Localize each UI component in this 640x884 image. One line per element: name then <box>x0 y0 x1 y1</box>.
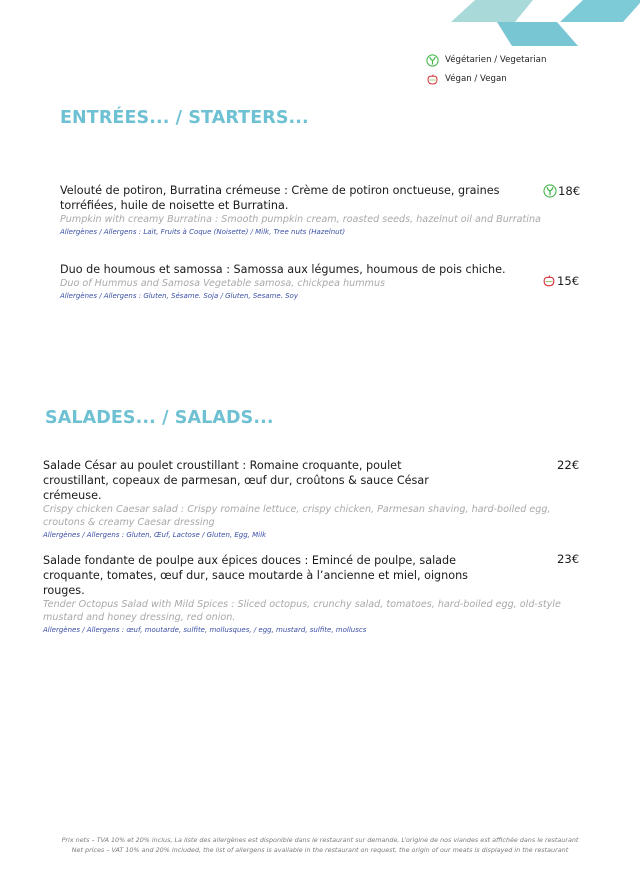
menu-item <box>43 458 573 540</box>
item-price <box>542 274 579 288</box>
menu-item <box>60 183 590 237</box>
item-price <box>557 458 579 472</box>
footer-line-en: Net prices – VAT 10% and 20% included, the list of allergens is available in the restaurant on request, the origin of our meats is displayed in the restaurant <box>71 846 569 854</box>
item-allergens: Allergènes / Allergens : Gluten, Sésame. Soja / Gluten, Sesame. Soy <box>60 292 298 300</box>
section-title-salads: SALADES... / SALADS... <box>45 408 274 428</box>
vegan-icon <box>542 274 556 288</box>
item-price <box>557 552 579 566</box>
item-description-en: Tender Octopus Salad with Mild Spices : Sliced octopus, crunchy salad, tomatoes, hard-boiled egg, old-style mustard and honey dressing, red onion. <box>43 599 561 623</box>
item-allergens: Allergènes / Allergens : Gluten, Œuf, Lactose / Gluten, Egg, Milk <box>43 531 267 539</box>
legend-label: Végétarien / Vegetarian <box>445 55 547 65</box>
item-description-fr: Salade fondante de poulpe aux épices douces : Emincé de poulpe, salade croquante, tomates, œuf dur, sauce moutarde à l’ancienne et miel, oignons rouges. <box>43 554 469 597</box>
price-value: 22€ <box>557 458 580 472</box>
price-value: 18€ <box>558 184 581 198</box>
menu-item <box>43 553 573 635</box>
price-value: 15€ <box>557 274 580 288</box>
vegan-icon <box>426 73 439 86</box>
item-allergens: Allergènes / Allergens : Lait, Fruits à Coque (Noisette) / Milk, Tree nuts (Hazelnut) <box>60 228 346 236</box>
diet-legend <box>426 53 546 91</box>
legend-item-vegan <box>426 72 546 86</box>
header-decorative-banner <box>0 0 640 50</box>
item-description-en: Duo of Hummus and Samosa Vegetable samosa, chickpea hummus <box>60 278 386 289</box>
menu-item <box>60 262 590 301</box>
vegetarian-icon <box>543 184 557 198</box>
section-title-starters: ENTRÉES... / STARTERS... <box>60 108 309 128</box>
item-allergens: Allergènes / Allergens : œuf, moutarde, sulfite, mollusques, / egg, mustard, sulfite, molluscs <box>43 626 367 634</box>
item-description-fr: Velouté de potiron, Burratina crémeuse : Crème de potiron onctueuse, graines torréfiées, huile de noisette et Burratina. <box>60 184 500 212</box>
banner-shape-light <box>451 0 533 22</box>
price-value: 23€ <box>557 552 580 566</box>
banner-shape-right <box>560 0 640 22</box>
footer-line-fr: Prix nets – TVA 10% et 20% inclus, La liste des allergènes est disponible dans le restaurant sur demande, L’origine de nos viandes est affichée dans le restaurant <box>61 836 579 844</box>
legend-label: Végan / Vegan <box>445 74 507 84</box>
legend-item-vegetarian <box>426 53 546 67</box>
item-description-en: Crispy chicken Caesar salad : Crispy romaine lettuce, crispy chicken, Parmesan shaving, hard-boiled egg, croutons & creamy Caesar dressing <box>43 504 551 528</box>
item-description-fr: Duo de houmous et samossa : Samossa aux légumes, houmous de pois chiche. <box>60 263 506 276</box>
footer-note <box>0 835 640 855</box>
item-description-fr: Salade César au poulet croustillant : Romaine croquante, poulet croustillant, copeaux de parmesan, œuf dur, croûtons & sauce César crémeuse. <box>43 459 429 502</box>
vegetarian-icon <box>426 54 439 67</box>
item-description-en: Pumpkin with creamy Burratina : Smooth pumpkin cream, roasted seeds, hazelnut oil and Burratina <box>60 214 541 225</box>
banner-shape-medium <box>497 22 578 46</box>
item-price <box>543 184 580 198</box>
